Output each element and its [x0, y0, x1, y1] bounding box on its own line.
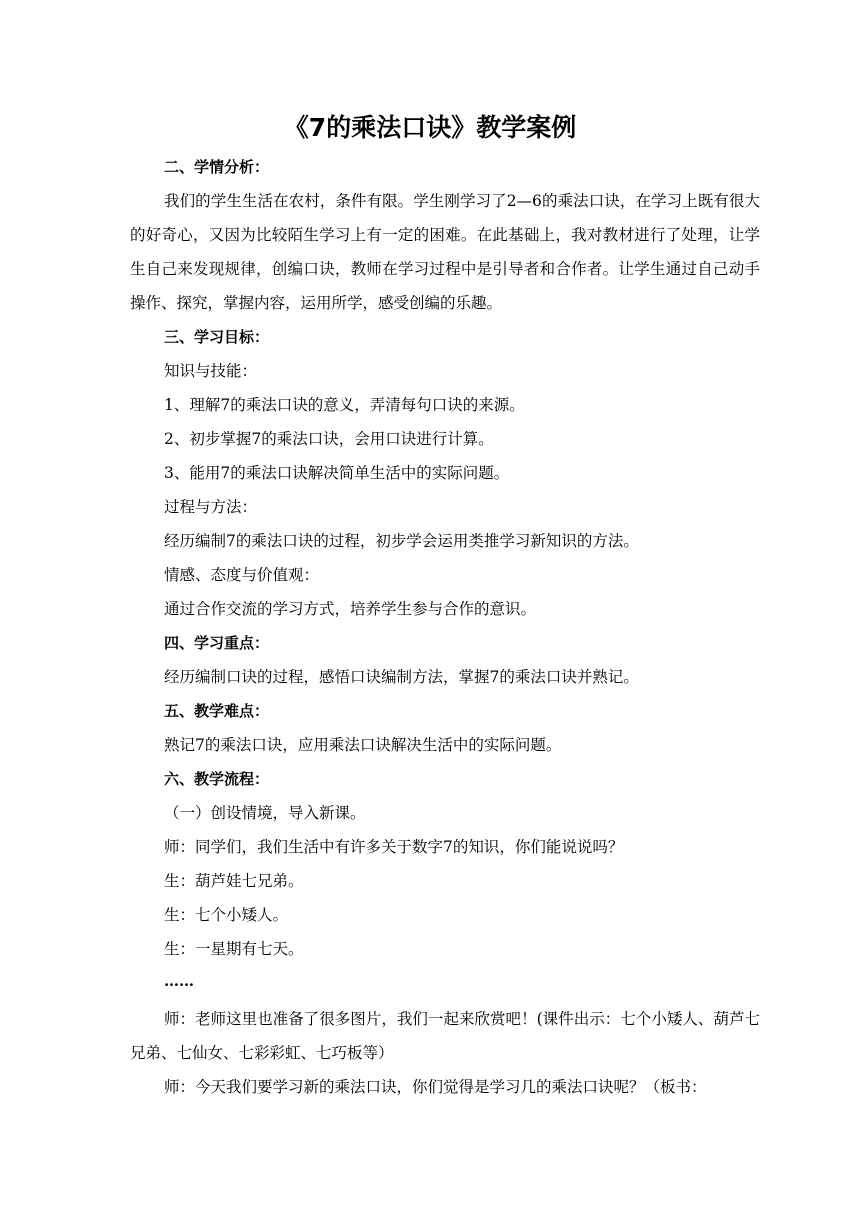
ellipsis: ……	[164, 972, 194, 990]
document-body	[130, 150, 760, 1104]
paragraph-xueqing: 我们的学生生活在农村，条件有限。学生刚学习了2—6的乘法口诀，在学习上既有很大的好奇心，又因为比较陌生学习上有一定的困难。在此基础上，我对教材进行了处理，让学生自己来发现规律，创编口诀，教师在学习过程中是引导者和合作者。让学生通过自己动手操作、探究，掌握内容，运用所学，感受创编的乐趣。	[130, 192, 760, 312]
text-guocheng: 经历编制7的乘法口诀的过程，初步学会运用类推学习新知识的方法。	[164, 532, 639, 550]
paragraph-teacher-2: 师：今天我们要学习新的乘法口诀，你们觉得是学习几的乘法口诀呢？（板书：	[164, 1078, 707, 1096]
label-guocheng: 过程与方法：	[164, 498, 258, 516]
dialog-line-3: 生：七个小矮人。	[164, 906, 289, 924]
text-nandian: 熟记7的乘法口诀，应用乘法口诀解决生活中的实际问题。	[164, 736, 562, 754]
section-heading-nandian: 五、教学难点：	[164, 702, 270, 720]
section-heading-zhongdian: 四、学习重点：	[164, 634, 270, 652]
dialog-line-1: 师：同学们，我们生活中有许多关于数字7的知识，你们能说说吗？	[164, 838, 624, 856]
list-item-1: 1、理解7的乘法口诀的意义，弄清每句口诀的来源。	[164, 396, 525, 414]
step-1: （一）创设情境，导入新课。	[164, 804, 366, 822]
paragraph-teacher-1: 师：老师这里也准备了很多图片，我们一起来欣赏吧！(课件出示：七个小矮人、葫芦七兄弟、七仙女、七彩彩虹、七巧板等）	[130, 1010, 760, 1062]
document-title: 《7的乘法口诀》教学案例	[283, 113, 577, 142]
section-heading-mubiao: 三、学习目标：	[164, 328, 270, 346]
label-qinggan: 情感、态度与价值观：	[164, 566, 320, 584]
section-heading-xueqing: 二、学情分析：	[164, 158, 270, 176]
text-zhongdian: 经历编制口诀的过程，感悟口诀编制方法，掌握7的乘法口诀并熟记。	[164, 668, 639, 686]
dialog-line-2: 生：葫芦娃七兄弟。	[164, 872, 304, 890]
section-heading-liucheng: 六、教学流程：	[164, 770, 270, 788]
list-item-2: 2、初步掌握7的乘法口诀，会用口诀进行计算。	[164, 430, 494, 448]
list-item-3: 3、能用7的乘法口诀解决简单生活中的实际问题。	[164, 464, 510, 482]
text-qinggan: 通过合作交流的学习方式，培养学生参与合作的意识。	[164, 600, 537, 618]
dialog-line-4: 生：一星期有七天。	[164, 940, 304, 958]
label-zhishi: 知识与技能：	[164, 362, 258, 380]
